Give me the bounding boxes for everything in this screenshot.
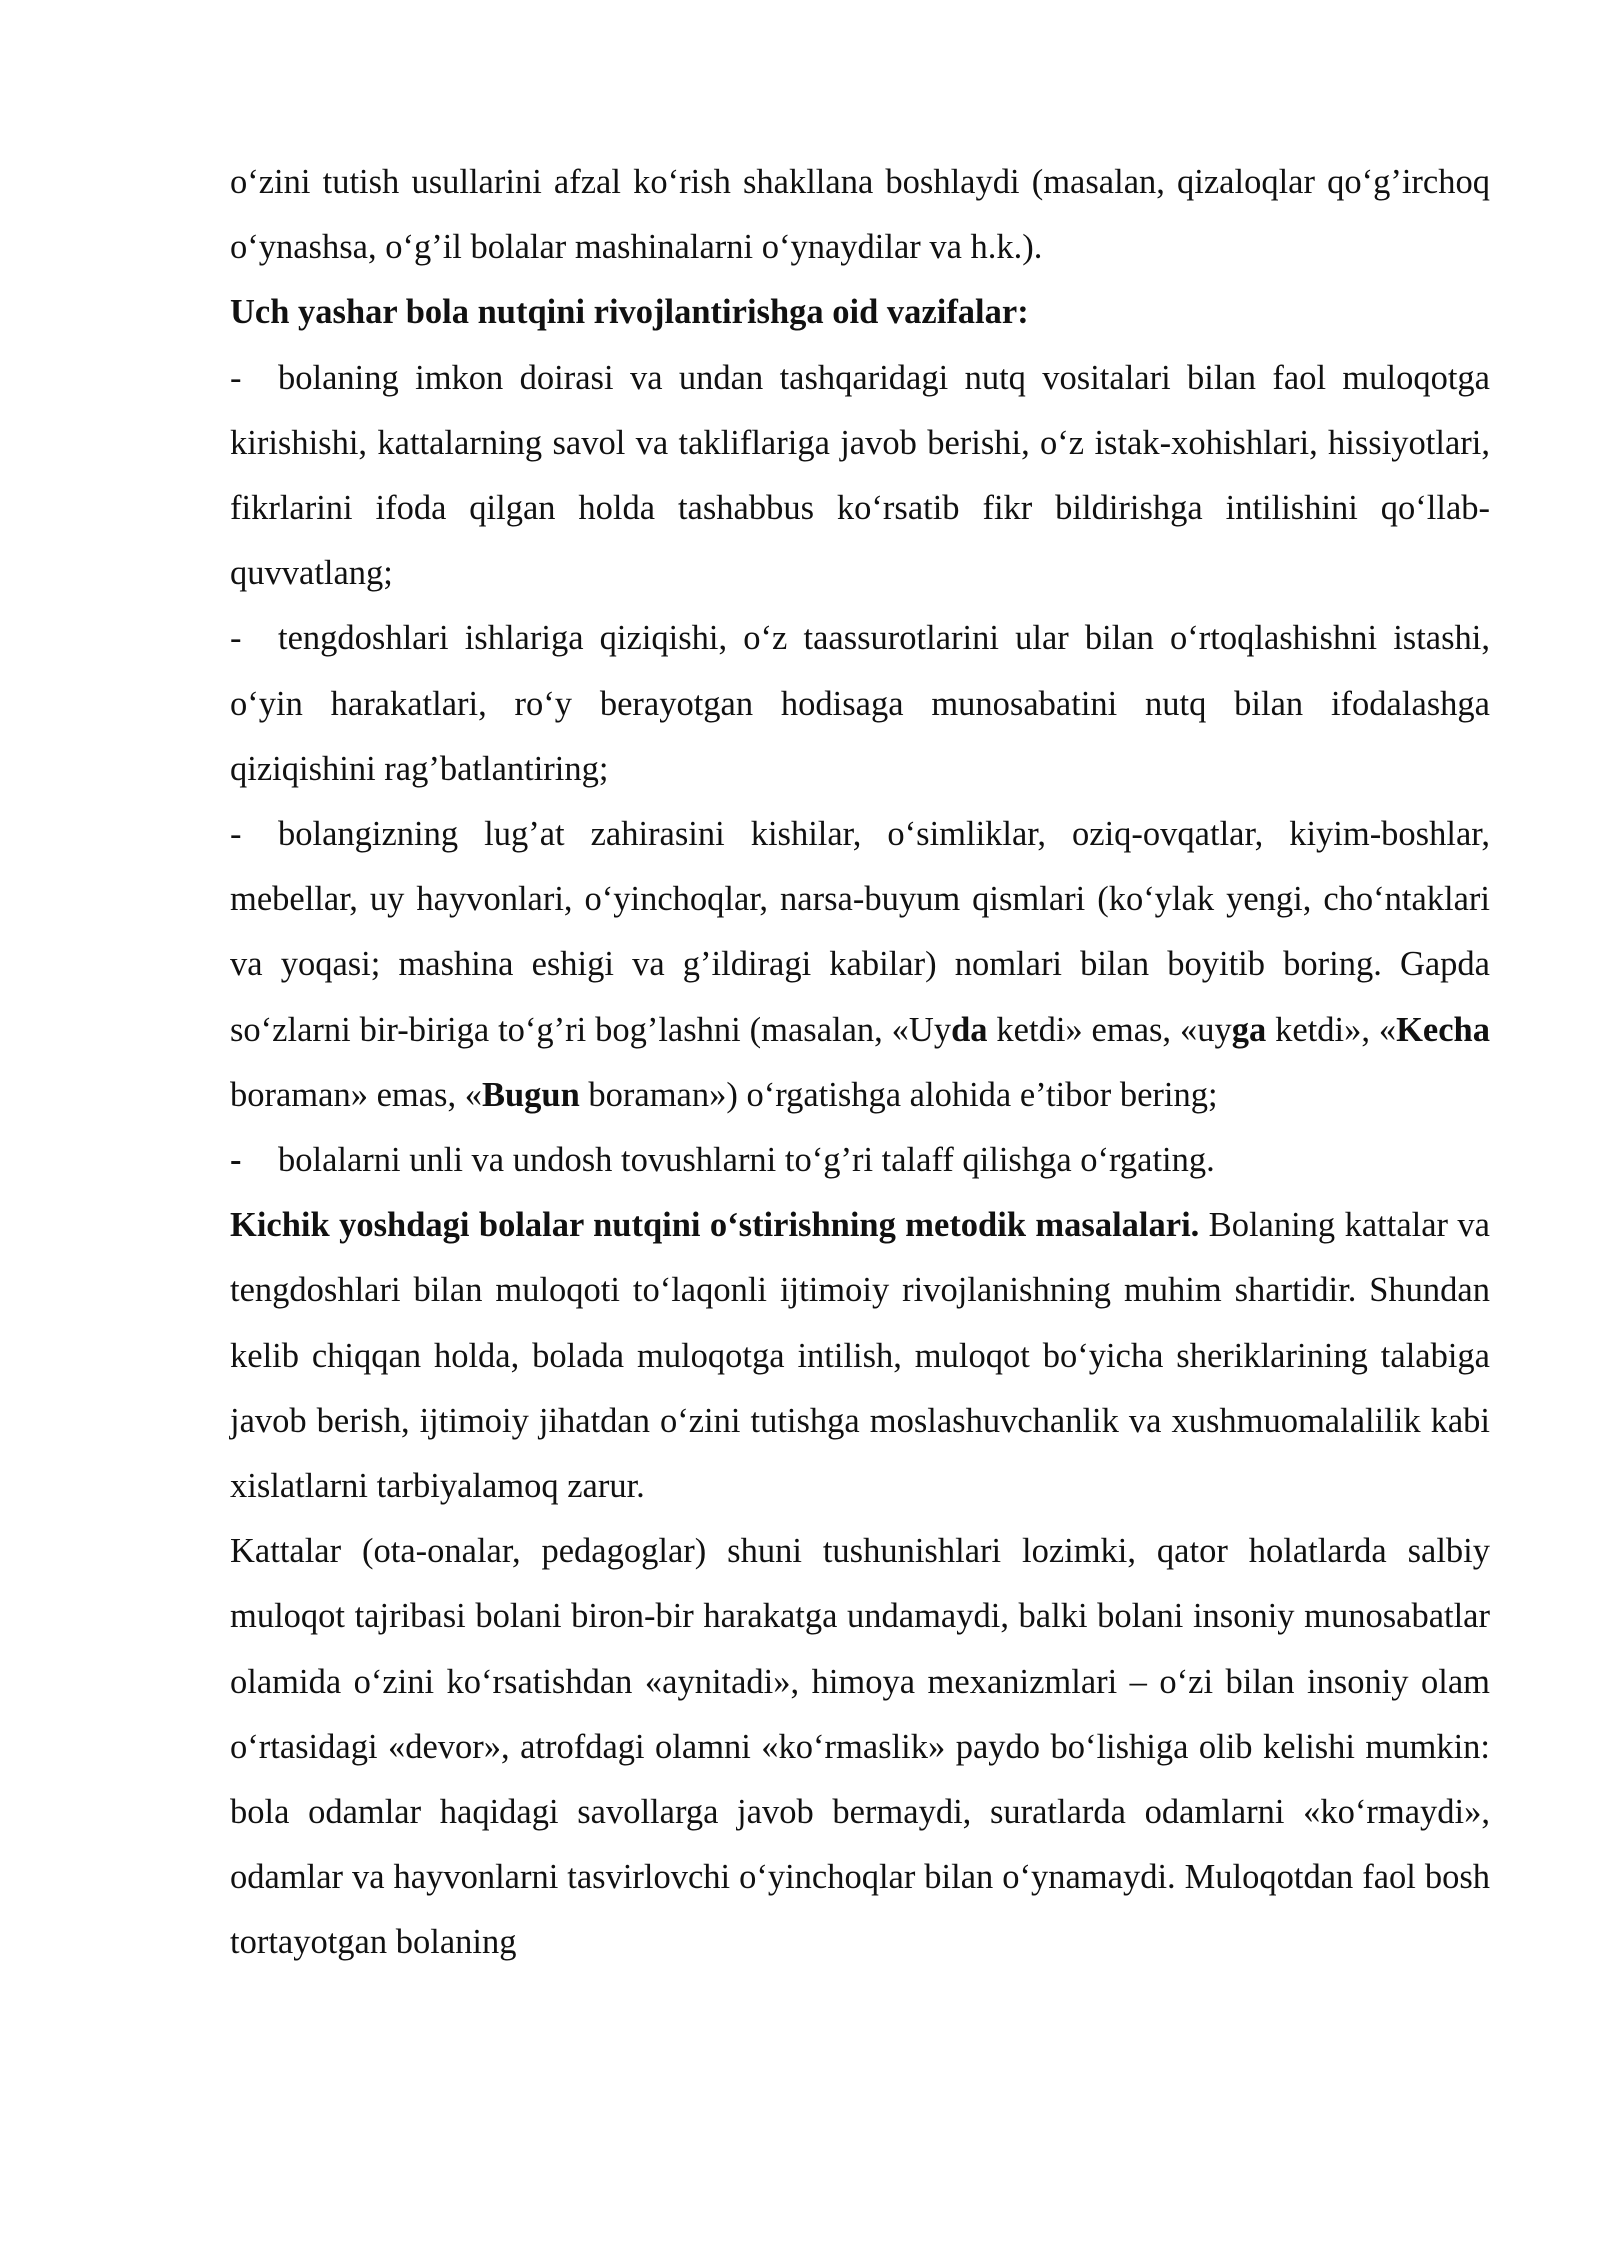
emphasis-suffix: da [951, 1010, 988, 1049]
list-item-text: boraman») o‘rgatishga alohida e’tibor bering; [579, 1075, 1218, 1114]
list-item-text: bolalarni unli va undosh tovushlarni to‘g’ri talaff qilishga o‘rgating. [278, 1141, 1215, 1180]
paragraph-methodology [230, 1193, 1490, 1519]
list-dash: - [230, 358, 242, 397]
document-page [230, 150, 1490, 1976]
list-item-text: ketdi» emas, «uy [987, 1010, 1232, 1049]
list-item-text: bolangizning lug’at zahirasini kishilar, o‘simliklar, oziq-ovqatlar, kiyim-boshlar, mebellar, uy hayvonlari, o‘yinchoqlar, narsa-buyum qismlari (ko‘ylak yengi, cho‘ntaklari va yoqasi; mashina eshigi va g’ildiragi kabilar) nomlari bilan boyitib boring. Gapda so‘zlarni bir-biriga to‘g’ri bog’lashni (masalan, «Uy [230, 815, 1490, 1049]
list-item [230, 606, 1490, 802]
section-heading-tasks: Uch yashar bola nutqini rivojlantirishga oid vazifalar: [230, 293, 1029, 332]
list-dash: - [230, 1141, 242, 1180]
emphasis-word: Kecha [1396, 1010, 1490, 1049]
paragraph-adults: Kattalar (ota-onalar, pedagoglar) shuni tushunishlari lozimki, qator holatlarda salbiy muloqot tajribasi bolani biron-bir harakatga undamaydi, balki bolani insoniy munosabatlar olamida o‘zini ko‘rsatishdan «aynitadi», himoya mexanizmlari – o‘zi bilan insoniy olam o‘rtasidagi «devor», atrofdagi olamni «ko‘rmaslik» paydo bo‘lishiga olib kelishi mumkin: bola odamlar haqidagi savollarga javob bermaydi, suratlarda odamlarni «ko‘rmaydi», odamlar va hayvonlarni tasvirlovchi o‘yinchoqlar bilan o‘ynamaydi. Muloqotdan faol bosh tortayotgan bolaning [230, 1532, 1490, 1962]
emphasis-word: Bugun [481, 1075, 580, 1114]
list-item-text: bolaning imkon doirasi va undan tashqaridagi nutq vositalari bilan faol muloqotga kirishishi, kattalarning savol va takliflariga javob berishi, o‘z istak-xohishlari, hissiyotlari, fikrlarini ifoda qilgan holda tashabbus ko‘rsatib fikr bildirishga intilishini qo‘llab-quvvatlang; [230, 358, 1490, 593]
list-item-text: tengdoshlari ishlariga qiziqishi, o‘z taassurotlarini ular bilan o‘rtoqlashishni istashi, o‘yin harakatlari, ro‘y berayotgan hodisaga munosabatini nutq bilan ifodalashga qiziqishini rag’batlantiring; [230, 619, 1490, 788]
list-item [230, 802, 1490, 1128]
list-dash: - [230, 619, 242, 658]
emphasis-suffix: ga [1231, 1010, 1267, 1049]
section-heading-methodology: Kichik yoshdagi bolalar nutqini o‘stirishning metodik masalalari. [230, 1206, 1200, 1245]
list-item [230, 1128, 1490, 1193]
list-item-text: ketdi», « [1266, 1010, 1397, 1049]
list-item-text: boraman» emas, « [230, 1075, 482, 1114]
list-item [230, 346, 1490, 607]
paragraph-intro: o‘zini tutish usullarini afzal ko‘rish shakllana boshlaydi (masalan, qizaloqlar qo‘g’irchoq o‘ynashsa, o‘g’il bolalar mashinalarni o‘ynaydilar va h.k.). [230, 163, 1490, 267]
paragraph-text: Bolaning kattalar va tengdoshlari bilan muloqoti to‘laqonli ijtimoiy rivojlanishning muhim shartidir. Shundan kelib chiqqan holda, bolada muloqotga intilish, muloqot bo‘yicha sheriklarining talabiga javob berish, ijtimoiy jihatdan o‘zini tutishga moslashuvchanlik va xushmuomalalilik kabi xislatlarni tarbiyalamoq zarur. [230, 1206, 1490, 1506]
list-dash: - [230, 815, 242, 854]
